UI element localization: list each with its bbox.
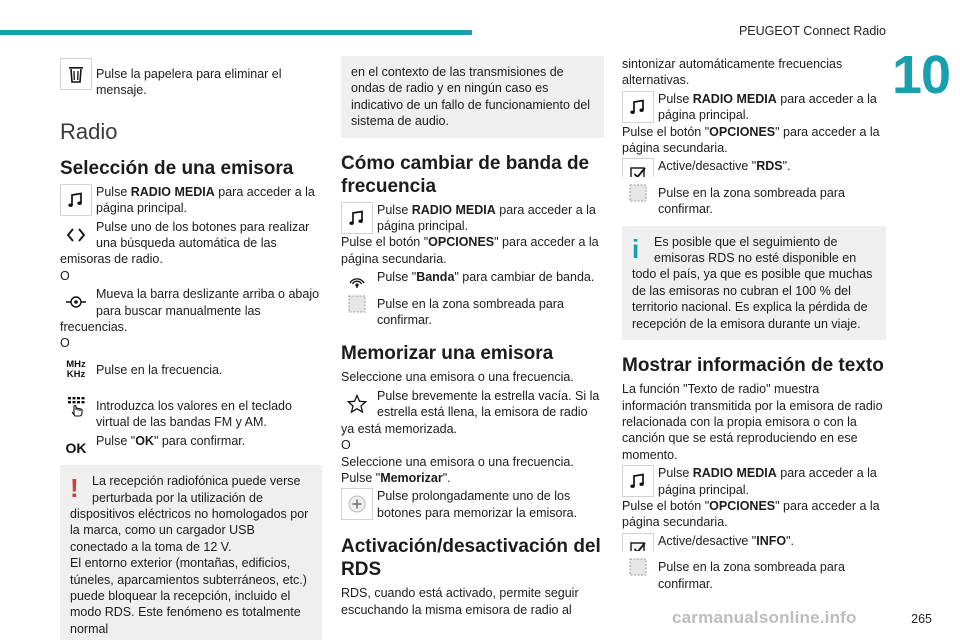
step-slider: Mueva la barra deslizante arriba o abajo para buscar manualmente las frecuencias. — [60, 287, 320, 335]
music-note-icon — [60, 184, 92, 216]
or-separator: O — [60, 268, 70, 283]
info-box: i Es posible que el seguimiento de emisoras RDS no esté disponible en todo el país, ya que es posible que muchas de las emisoras no cubran el 100 % del territorio nacional. Es explica la pérdida de recepción de la emisora durante un viaje. — [622, 226, 886, 340]
warning-icon: ! — [70, 473, 79, 504]
step-frequency: MHz KHz Pulse en la frecuencia. — [60, 354, 322, 388]
or-separator: O — [60, 336, 70, 351]
shaded-zone-icon — [341, 288, 373, 320]
warning-box: ! La recepción radiofónica puede verse perturbada por la utilización de dispositivos eléctricos no homologados por la marca, como un cargador USB conectado a la toma de 12 V. El entorno exterior (montañas, edificios, túneles, aparcamientos subterráneos, etc.) puede bloquear la recepción, incluido el modo RDS. Este fenómeno es totalmente normal — [60, 465, 322, 640]
music-note-icon — [622, 465, 654, 497]
shaded-zone-icon — [622, 551, 654, 583]
heading-memorize: Memorizar una emisora — [341, 343, 554, 365]
rds-continued: sintonizar automáticamente frecuencias alternativas. — [622, 57, 843, 88]
heading-rds: Activación/desactivación del RDS — [341, 536, 601, 581]
memo-select: Seleccione una emisora o una frecuencia. — [341, 370, 574, 385]
column-1 — [60, 56, 322, 640]
ok-icon: OK — [60, 433, 92, 465]
trash-icon — [60, 58, 92, 90]
chapter-number: 10 — [892, 45, 951, 105]
step-band-options: Pulse el botón "OPCIONES" para acceder a la página secundaria. — [341, 235, 599, 266]
or-separator: O — [341, 438, 351, 453]
memo-select-2: Seleccione una emisora o una frecuencia. — [341, 454, 574, 469]
slider-target-icon — [60, 286, 92, 318]
text-info-desc: La función "Texto de radio" muestra información transmitida por la emisora de radio relacionada con la propia emisora o con la canción que se está reproduciendo en ese momento. — [622, 382, 883, 462]
column-3 — [622, 56, 886, 592]
step-band-radio-media: Pulse RADIO MEDIA para acceder a la página principal. — [341, 202, 604, 235]
watermark: carmanualsonline.info — [672, 608, 857, 627]
header-accent-bar — [0, 30, 472, 35]
step-long-press: Pulse prolongadamente uno de los botones para memorizar la emisora. — [341, 488, 604, 521]
heading-text-info: Mostrar información de texto — [622, 355, 884, 377]
trash-text: Pulse la papelera para eliminar el mensaje. — [96, 67, 282, 98]
music-note-icon — [341, 202, 373, 234]
step-band-confirm: Pulse en la zona sombreada para confirmar. — [341, 288, 604, 329]
memo-press: Pulse "Memorizar". — [341, 470, 451, 485]
step-confirm-ok: OK Pulse "OK" para confirmar. — [60, 433, 322, 449]
section-title-radio: Radio — [60, 118, 118, 144]
rds-text: RDS, cuando está activado, permite seguir escuchando la misma emisora de radio al — [341, 586, 579, 617]
music-note-icon — [622, 91, 654, 123]
info-icon: i — [632, 233, 640, 264]
step-text-toggle: Active/desactive "INFO". — [622, 533, 886, 549]
step-text-radio-media: Pulse RADIO MEDIA para acceder a la página principal. — [622, 465, 886, 498]
step-star: Pulse brevemente la estrella vacía. Si la estrella está llena, la emisora de radio ya está memorizada. — [341, 388, 600, 436]
heading-band-change: Cómo cambiar de banda de frecuencia — [341, 152, 590, 197]
step-text-options: Pulse el botón "OPCIONES" para acceder a la página secundaria. — [622, 498, 880, 530]
header-title: PEUGEOT Connect Radio — [738, 24, 886, 38]
step-rds-confirm: Pulse en la zona sombreada para confirmar. — [622, 177, 886, 218]
step-band-select: Pulse "Banda" para cambiar de banda. — [341, 269, 604, 285]
step-keyboard: Introduzca los valores en el teclado virtual de las bandas FM y AM. — [60, 390, 322, 431]
trash-step — [60, 58, 322, 99]
step-rds-options: Pulse el botón "OPCIONES" para acceder a la página secundaria. — [622, 124, 880, 156]
keypad-touch-icon — [60, 390, 92, 422]
heading-station-selection: Selección de una emisora — [60, 157, 294, 179]
step-rds-toggle: Active/desactive "RDS". — [622, 158, 886, 174]
add-preset-icon — [341, 488, 373, 520]
star-icon — [341, 388, 373, 420]
step-radio-media: Pulse RADIO MEDIA para acceder a la página principal. — [60, 184, 322, 217]
step-rds-radio-media: Pulse RADIO MEDIA para acceder a la página principal. — [622, 91, 886, 124]
page-number: 265 — [911, 612, 932, 626]
warning-box-continued: en el contexto de las transmisiones de ondas de radio y en ningún caso es indicativo de un fallo de funcionamiento del sistema de audio. — [341, 56, 604, 138]
step-text-confirm: Pulse en la zona sombreada para confirmar. — [622, 551, 886, 592]
frequency-icon: MHz KHz — [60, 354, 92, 386]
shaded-zone-icon — [622, 177, 654, 209]
column-2 — [341, 56, 604, 618]
step-auto-search: Pulse uno de los botones para realizar una búsqueda automática de las emisoras de radio. — [60, 219, 310, 267]
chevron-left-right-icon — [60, 219, 92, 251]
